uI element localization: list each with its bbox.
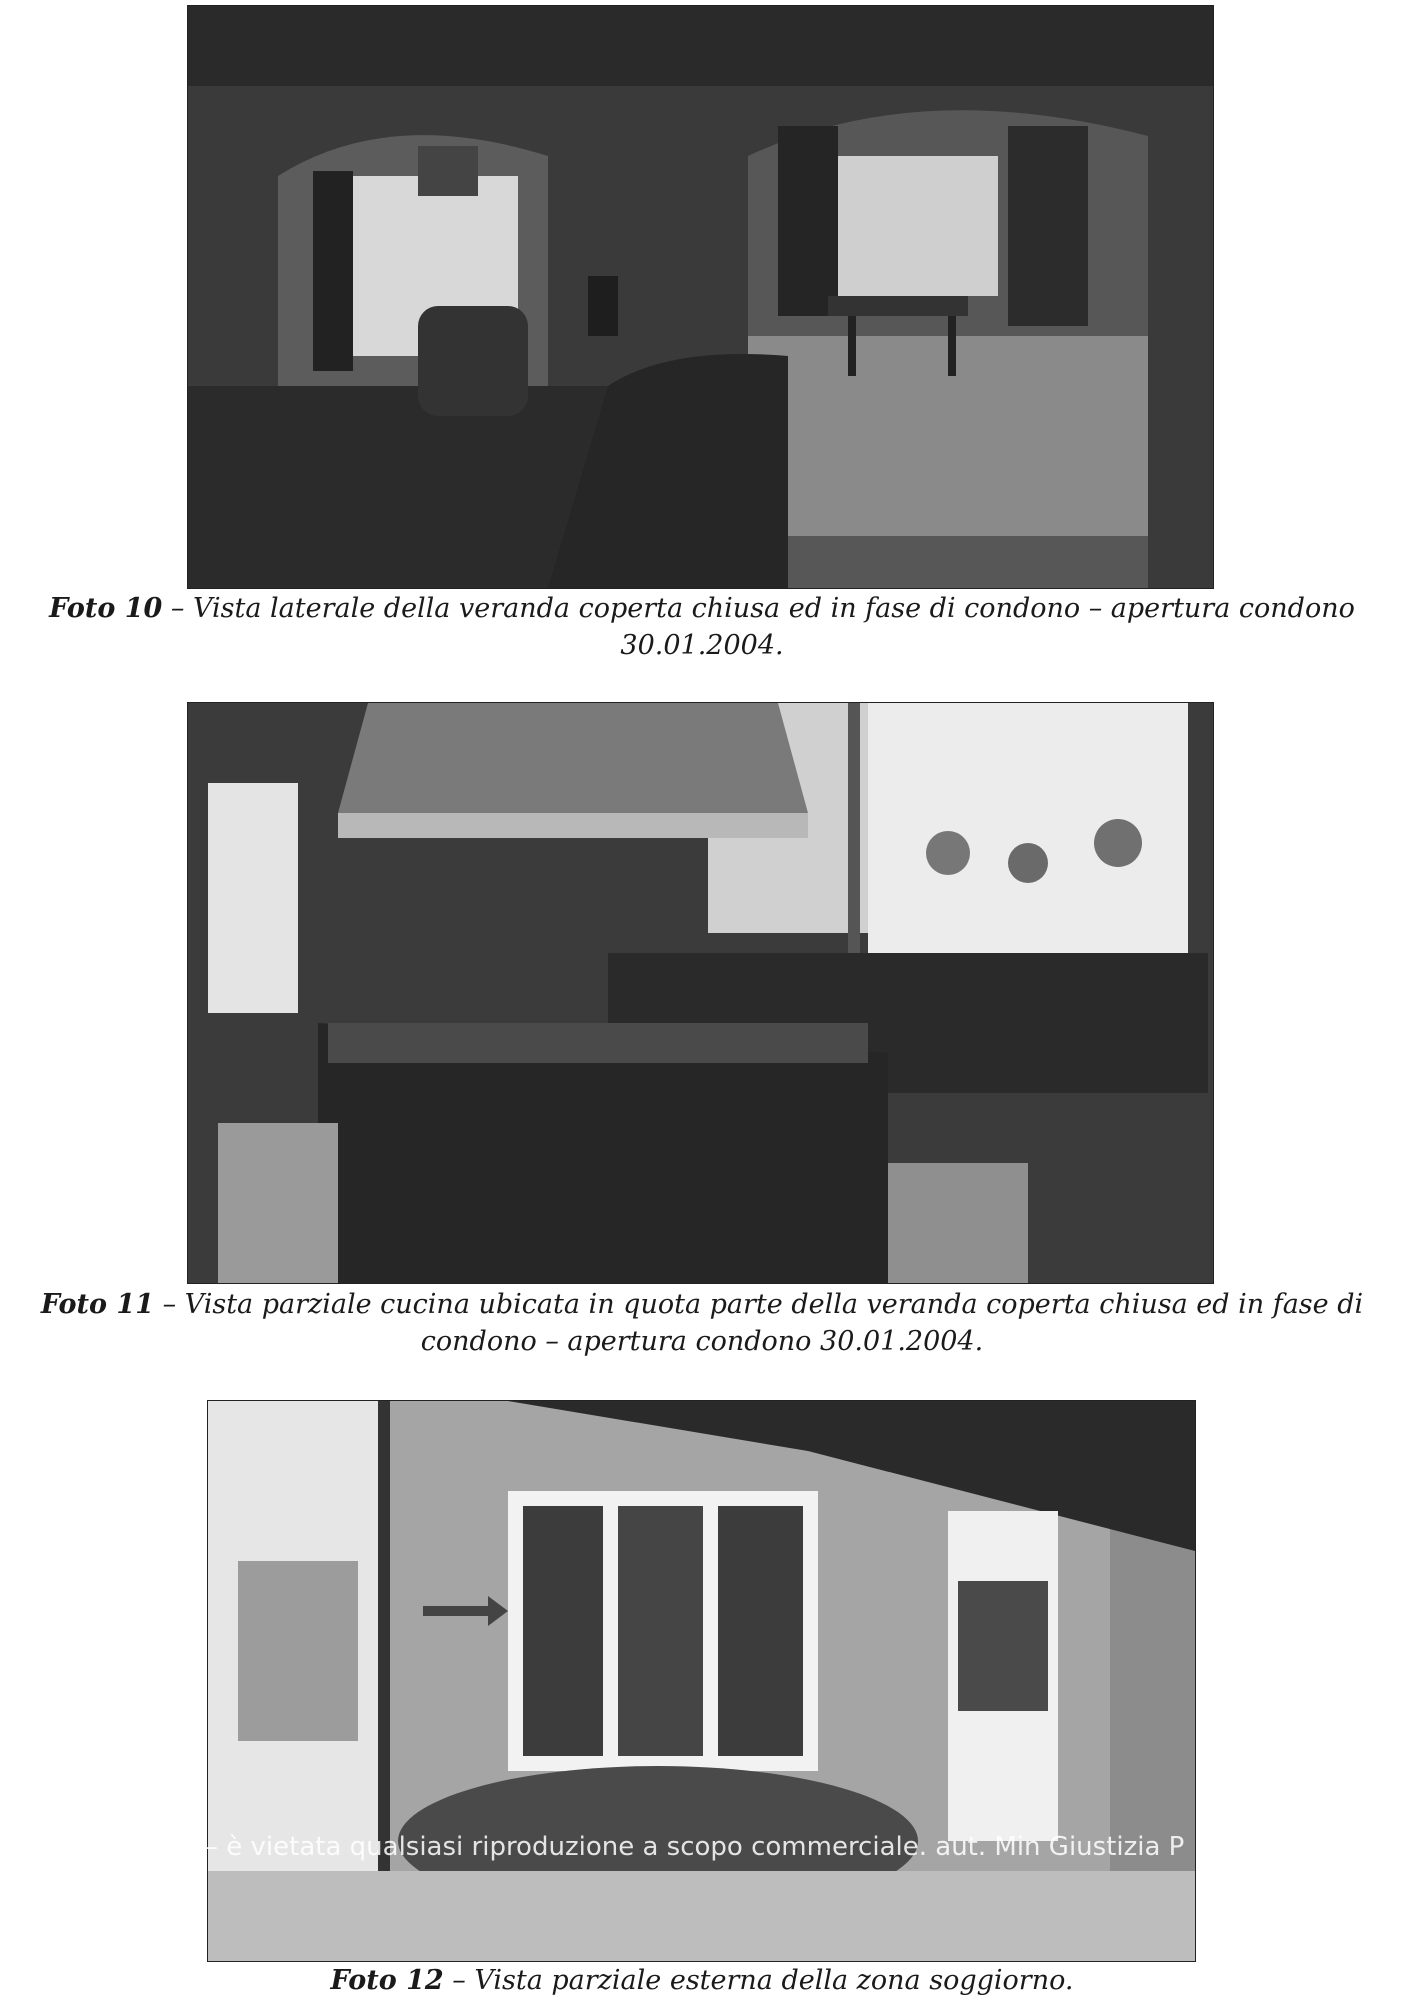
photo-11-label: Foto 11 <box>40 1289 154 1320</box>
photo-12-label: Foto 12 <box>330 1965 444 1996</box>
photo-12 <box>207 1400 1196 1962</box>
photo-11 <box>187 702 1214 1284</box>
photo-10-caption-text: – Vista laterale della veranda coperta chiusa ed in fase di condono – apertura condono 30.01.2004. <box>170 593 1355 661</box>
watermark: – è vietata qualsiasi riproduzione a scopo commerciale. aut. Min Giustizia P <box>205 1832 1185 1862</box>
photo-11-image <box>188 703 1213 1283</box>
photo-10 <box>187 5 1214 589</box>
photo-10-image <box>188 6 1213 588</box>
photo-12-image <box>208 1401 1195 1961</box>
photo-11-caption <box>0 1286 1404 1360</box>
photo-10-caption <box>0 590 1404 664</box>
photo-11-caption-text: – Vista parziale cucina ubicata in quota parte della veranda coperta chiusa ed in fase di condono – apertura condono 30.01.2004. <box>162 1289 1364 1357</box>
photo-12-caption-text: – Vista parziale esterna della zona soggiorno. <box>452 1965 1074 1996</box>
photo-12-caption <box>0 1962 1404 1999</box>
photo-10-label: Foto 10 <box>49 593 163 624</box>
